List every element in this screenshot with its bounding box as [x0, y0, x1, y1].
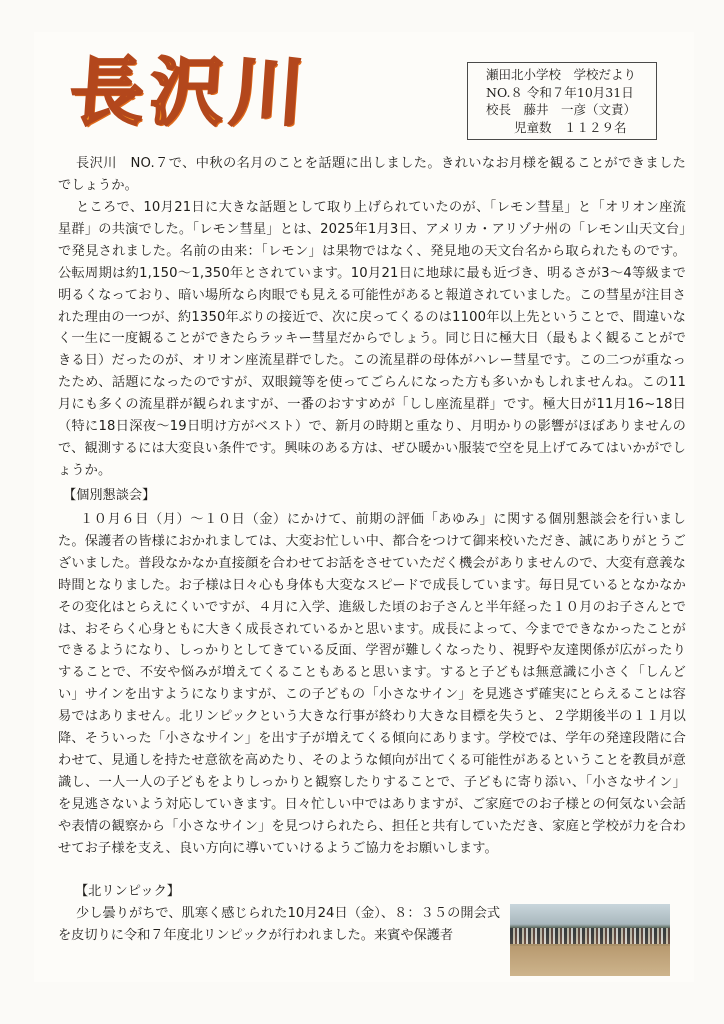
principal-name: 校長 藤井 一彦（文責）: [486, 102, 637, 117]
issue-number-date: NO.８ 令和７年10月31日: [486, 84, 634, 100]
section-heading-conference: 【個別懇談会】: [63, 488, 156, 503]
photo-crowd: [510, 928, 670, 944]
intro-paragraph: 長沢川 NO.７で、中秋の名月のことを話題に出しました。きれいなお月様を観ることができましたでしょうか。: [58, 156, 686, 193]
comet-paragraph: ところで、10月21日に大きな話題として取り上げられていたのが、「レモン彗星」と「オリオン座流星群」の共演でした。「レモン彗星」とは、2025年1月3日、アメリカ・アリゾナ州の「レモン山天文台」で発見されました。名前の由来：「レモン」は果物ではなく、発見地の天文台名から取られたものです。公転周期は約1,150～1,350年とされています。10月21日に地球に最も近づき、明るさが3～4等級まで明るくなっており、暗い場所なら肉眼でも見える可能性があると報道されていました。この彗星が注目された理由の一つが、約1350年ぶりの接近で、次に戻ってくるのは1100年以上先ということで、間違いなく一生に一度観ることができたらラッキー彗星だからでしょう。同じ日に極大日（最もよく観ることができる日）だったのが、オリオン座流星群でした。この流星群の母体がハレー彗星です。この二つが重なったため、話題になったのですが、双眼鏡等を使ってごらんになった方も多いかもしれませんね。この11月にも多くの流星群が観られますが、一番のおすすめが「しし座流星群」です。極大日が11月16~18日（特に18日深夜～19日明け方がベスト）で、新月の時期と重なり、月明かりの影響がほぼありませんので、観測するには大変良い条件です。興味のある方は、ぜひ暖かい服装で空を見上げてみてはいかがでしょうか。: [58, 200, 686, 478]
school-name: 瀬田北小学校 学校だより: [486, 67, 637, 82]
student-count: 児童数 １１２９名: [514, 119, 627, 135]
section-heading-sports-day: 【北リンピック】: [75, 884, 180, 899]
sports-day-paragraph: 少し曇りがちで、肌寒く感じられた10月24日（金）、８：３５の開会式を皮切りに令和７年度北リンピックが行われました。来賓や保護者: [58, 906, 500, 943]
issue-info-box: [467, 62, 657, 140]
newsletter-title: 長沢川: [66, 50, 314, 136]
photo-ground: [510, 946, 670, 976]
sports-day-photo: [510, 904, 670, 976]
conference-paragraph: １０月６日（月）～１０日（金）にかけて、前期の評価「あゆみ」に関する個別懇談会を行いました。保護者の皆様におかれましては、大変お忙しい中、都合をつけて御来校いただき、誠にありがとうございました。普段なかなか直接顔を合わせてお話をさせていただく機会がありませんので、大変有意義な時間となりました。お子様は日々心も身体も大変なスピードで成長しています。毎日見ているとなかなかその変化はとらえにくいですが、４月に入学、進級した頃のお子さんと半年経った１０月のお子さんとでは、おそらく心身ともに大きく成長されているかと思います。成長によって、今までできなかったことができるようになり、しっかりとしてきている反面、学習が難しくなったり、視野や友達関係が広がったりすることで、不安や悩みが増えてくることもあると思います。すると子どもは無意識に小さく「しんどい」サインを出すようになりますが、この子どもの「小さなサイン」を見逃さず確実にとらえることは容易ではありません。北リンピックという大きな行事が終わり大きな目標を失うと、２学期後半の１１月以降、そういった「小さなサイン」を出す子が増えてくる傾向にあります。学校では、学年の発達段階に合わせて、見通しを持たせ意欲を高めたり、そのような傾向が出てくる可能性があるということを教員が意識し、一人一人の子どもをよりしっかりと観察したりすることで、子どもに寄り添い、「小さなサイン」を見逃さないよう対応していきます。日々忙しい中ではありますが、ご家庭でのお子様との何気ない会話や表情の観察から「小さなサイン」を見つけられたら、担任と共有していただき、家庭と学校が力を合わせてお子様を支え、良い方向に導いていけるようご協力をお願いします。: [58, 512, 686, 856]
